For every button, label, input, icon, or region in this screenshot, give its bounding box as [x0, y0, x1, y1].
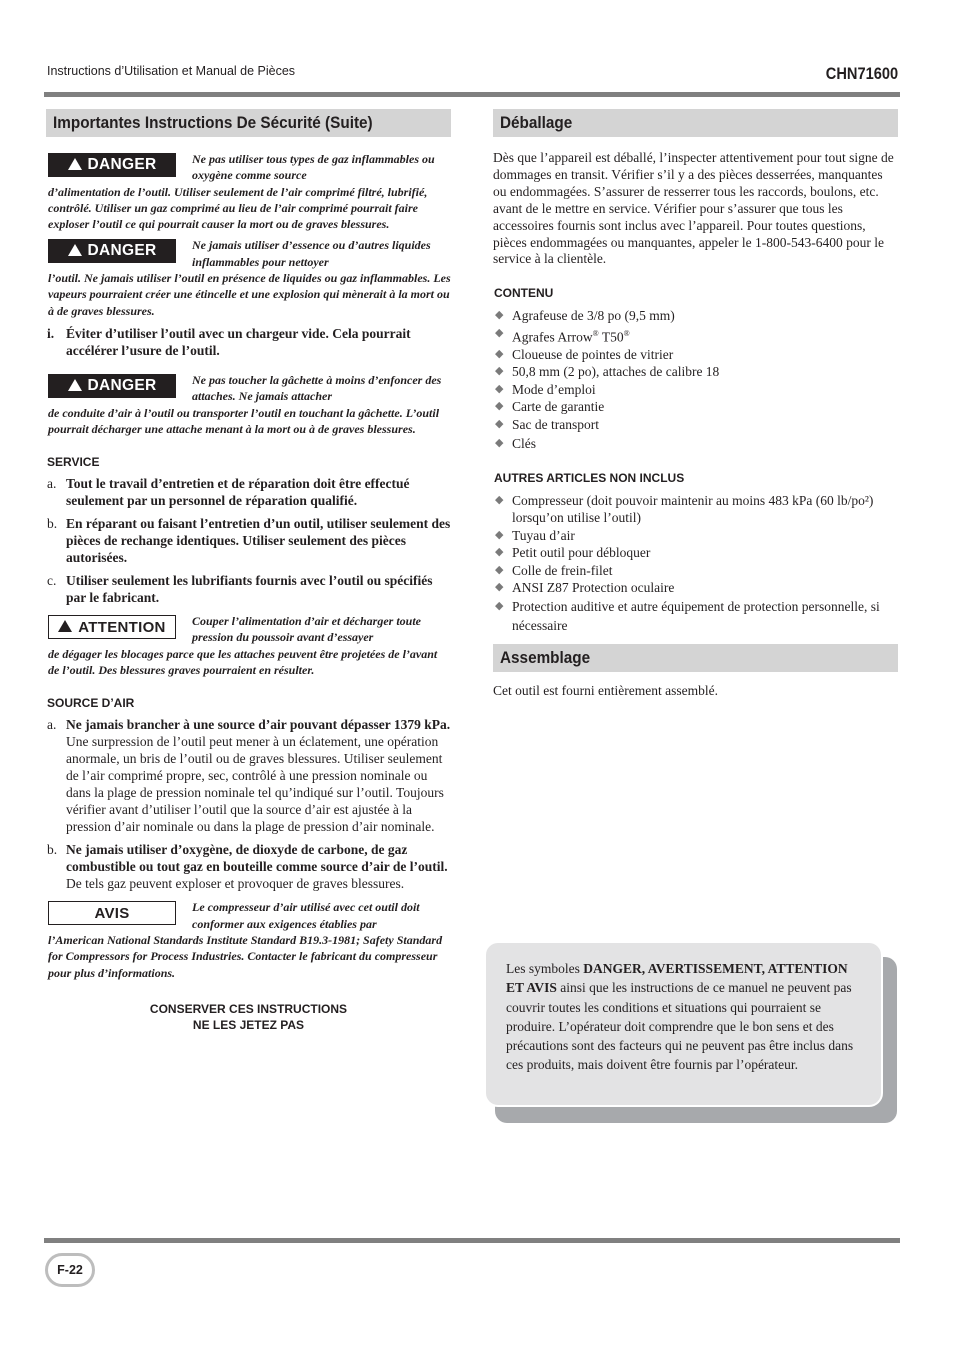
contenu-heading: CONTENU	[494, 286, 554, 301]
notice-text-first: Le compresseur d’air utilisé avec cet outil doit conformer aux exigences établies par	[192, 900, 420, 931]
section-title: Déballage	[500, 113, 573, 132]
diamond-bullet-icon: ◆	[495, 347, 504, 360]
attention-notice	[48, 613, 451, 678]
list-item: ◆ Protection auditive et autre équipement de protection personnelle, si nécessaire	[493, 597, 898, 636]
notice-text-first: Ne pas toucher la gâchette à moins d’enfoncer des attaches. Ne jamais attacher	[192, 372, 442, 404]
warning-triangle-icon	[68, 158, 82, 170]
avis-badge: AVIS	[48, 901, 176, 925]
autres-list	[493, 492, 898, 636]
diamond-bullet-icon: ◆	[495, 382, 504, 395]
danger-notice	[48, 151, 451, 232]
deballage-text: Dès que l’appareil est déballé, l’inspecter attentivement pour tout signe de dommages en transit. Vérifier s’il y a des pièces desserrées, manquantes ou endommagées. S’assurer de resserrer tous les raccords, boulons, etc. avant de le mettre en service. Vérifier pour s’assurer que tous les accessoires fournis sont inclus avec l’appareil. Pour toutes questions, pièces endommagées ou manquantes, appeler le 1-800-543-6400 pour le service à la clientèle.	[493, 150, 894, 267]
diamond-bullet-icon: ◆	[495, 493, 504, 506]
list-item: b. En réparant ou faisant l’entretien d’un outil, utiliser seulement des pièces de rechange identiques. Utiliser seulement des pièces autorisées.	[47, 516, 451, 566]
section-heading-assemblage	[493, 644, 898, 672]
notice-text-first: Couper l’alimentation d’air et décharger toute pression du poussoir avant d’essayer	[192, 614, 422, 645]
assemblage-text: Cet outil est fourni entièrement assemblé.	[493, 682, 718, 698]
list-item: ◆ Colle de frein-filet	[495, 562, 613, 578]
danger-badge: DANGER	[48, 239, 176, 263]
top-rule	[44, 92, 900, 97]
source-air-heading: SOURCE D’AIR	[47, 696, 135, 711]
notice-text-rest: de conduite d’air à l’outil ou transporter l’outil en touchant la gâchette. L’outil pourrait décharger une attache menant à la mort ou à de graves blessures.	[48, 405, 440, 436]
diamond-bullet-icon: ◆	[495, 563, 504, 576]
list-item: a. Ne jamais brancher à une source d’air pouvant dépasser 1379 kPa. Une surpression de l’outil peut mener à un éclatement, une opération anormale, un bris de l’outil ou de graves blessures. Utiliser seulement de l’air comprimé propre, sec, contrôlé à une pression nominale ou dans la plage de pression nominale tel qu’indiqué sur l’outil. Toujours vérifier avant d’utiliser l’outil que la source d’air est ajustée à la pression d’air nominale ou dans la plage de pression d’air nominale.	[47, 717, 451, 835]
model-number: CHN71600	[825, 64, 898, 83]
diamond-bullet-icon: ◆	[495, 326, 504, 339]
danger-badge: DANGER	[48, 374, 176, 398]
section-title: Assemblage	[500, 647, 591, 667]
warning-triangle-icon	[68, 244, 82, 256]
item-text: Éviter d’utiliser l’outil avec un chargeur vide. Cela pourrait accélérer l’usure de l’outil.	[66, 325, 411, 358]
list-item: b. Ne jamais utiliser d’oxygène, de dioxyde de carbone, de gaz combustible ou tout gaz en bouteille comme source d’air de l’outil. De tels gaz peuvent exploser et provoquer de graves blessures.	[47, 842, 448, 892]
notice-text-rest: d’alimentation de l’outil. Utiliser seulement de l’air comprimé filtré, lubrifié, contrôlé. Utiliser un gaz comprimé au lieu de l’air comprimé pourrait faire exploser l’outil ce qui pourrait causer la mort ou de graves blessures.	[48, 184, 428, 232]
danger-notice	[48, 237, 451, 318]
diamond-bullet-icon: ◆	[495, 546, 504, 559]
list-item: ◆ Carte de garantie	[495, 399, 605, 415]
list-item: a. Tout le travail d’entretien et de réparation doit être effectué seulement par un personnel de réparation qualifié.	[47, 476, 410, 509]
diamond-bullet-icon: ◆	[495, 309, 504, 322]
warning-triangle-icon	[68, 379, 82, 391]
list-item: ◆ Clés	[495, 436, 537, 452]
diamond-bullet-icon: ◆	[495, 400, 504, 413]
danger-notice	[48, 372, 451, 437]
list-item: ◆ Agrafeuse de 3/8 po (9,5 mm)	[495, 308, 675, 324]
list-item: ◆ ANSI Z87 Protection oculaire	[495, 580, 675, 596]
right-column	[493, 109, 898, 700]
section-heading-safety	[46, 109, 451, 137]
service-heading: SERVICE	[47, 455, 100, 470]
item-marker: i.	[47, 325, 55, 341]
diamond-bullet-icon: ◆	[495, 599, 504, 612]
notice-text-first: Ne pas utiliser tous types de gaz inflammables ou oxygène comme source	[192, 152, 435, 183]
section-title: Importantes Instructions De Sécurité (Suite)	[53, 113, 373, 132]
list-item: ◆ Cloueuse de pointes de vitrier	[495, 346, 674, 362]
notice-text-rest: de dégager les blocages parce que les attaches peuvent être projetées de l’avant de l’outil. Des blessures graves pourraient en résulter.	[48, 646, 438, 678]
section-heading-deballage	[493, 109, 898, 137]
diamond-bullet-icon: ◆	[495, 581, 504, 594]
notice-text-first: Ne jamais utiliser d’essence ou d’autres liquides inflammables pour nettoyer	[192, 238, 431, 269]
keep-instructions-notice: CONSERVER CES INSTRUCTIONS NE LES JETEZ PAS	[149, 1001, 348, 1032]
left-column	[46, 109, 451, 1033]
list-item: ◆ Petit outil pour débloquer	[495, 545, 651, 561]
bottom-rule	[44, 1238, 900, 1243]
list-item: c. Utiliser seulement les lubrifiants fournis avec l’outil ou spécifiés par le fabricant.	[47, 573, 433, 606]
notice-text-rest: l’outil. Ne jamais utiliser l’outil en présence de liquides ou gaz inflammables. Les vapeurs pourraient créer une étincelle et une explosion qui mènerait à la mort ou à de graves blessures.	[48, 271, 451, 318]
contenu-list	[493, 307, 898, 453]
list-item: ◆ Mode d’emploi	[495, 381, 596, 397]
notice-text-rest: l’American National Standards Institute Standard B19.3-1981; Safety Standard for Compressors for Process Industries. Contacter le fabricant du compresseur pour plus d’informations.	[48, 932, 443, 980]
list-item: ◆ Compresseur (doit pouvoir maintenir au moins 483 kPa (60 lb/po²) lorsqu’on utilise l’outil)	[495, 492, 874, 526]
danger-badge: DANGER	[48, 153, 176, 177]
safety-note-box: Les symboles DANGER, AVERTISSEMENT, ATTENTION ET AVIS ainsi que les instructions de ce manuel ne peuvent pas couvrir toutes les conditions et situations qui pourraient se produire. L’opérateur doit comprendre que le bon sens et des précautions sont des facteurs qui ne peuvent pas être inclus dans ces produits, mais doivent être fournis par l’opérateur.	[484, 941, 883, 1107]
diamond-bullet-icon: ◆	[495, 437, 504, 450]
list-item: ◆ Tuyau d’air	[495, 527, 575, 543]
list-item: ◆ 50,8 mm (2 po), attaches de calibre 18	[495, 364, 720, 380]
attention-badge: ATTENTION	[48, 615, 176, 639]
diamond-bullet-icon: ◆	[495, 365, 504, 378]
page-number: F-22	[45, 1253, 95, 1287]
diamond-bullet-icon: ◆	[495, 417, 504, 430]
list-item: ◆ Sac de transport	[495, 416, 599, 432]
autres-heading: AUTRES ARTICLES NON INCLUS	[494, 470, 685, 485]
avis-notice	[48, 899, 451, 980]
list-item	[46, 325, 451, 359]
document-title: Instructions d’Utilisation et Manual de Pièces	[47, 64, 296, 78]
diamond-bullet-icon: ◆	[495, 528, 504, 541]
list-item: ◆ Agrafes Arrow® T50®	[495, 326, 630, 345]
warning-triangle-icon	[58, 620, 72, 632]
